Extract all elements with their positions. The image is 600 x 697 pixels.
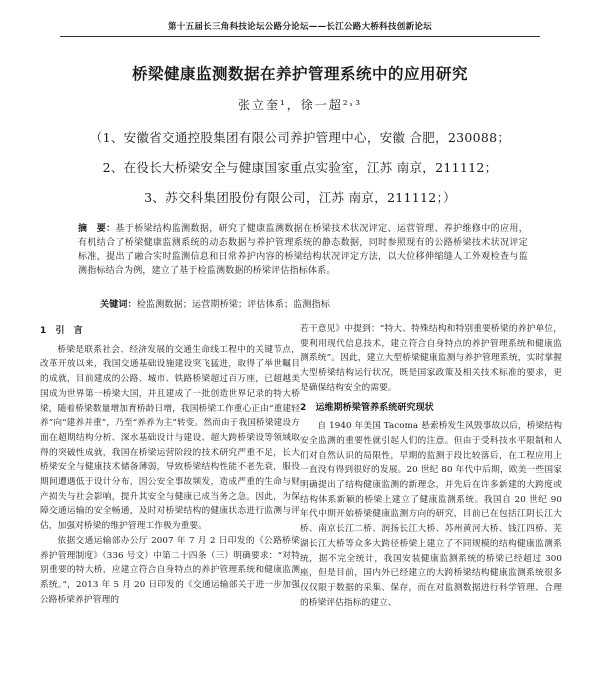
paper-title: 桥梁健康监测数据在养护管理系统中的应用研究	[131, 65, 468, 83]
running-head: 第十五届长三角科技论坛公路分论坛——长江公路大桥科技创新论坛	[60, 20, 540, 37]
paragraph: 自 1940 年美国 Tacoma 悬索桥发生风毁事故以后，桥梁结构安全监测的重要性就引起人们的注意。但由于受科技水平限制和人们对自然认识的局限性，早期的监测于段比较落后，在工程应用上一直没有得到很好的发展。20 世纪 80 年代中后期，欧美一些国家明确提出了结构健康监测的新理念，并先后在许多新建的大跨度或结构体系新颖的桥梁上建立了健康监测系统。我国自 20 世纪 90 年代中期开始桥梁健康监测方向的研究，目前已在包括江阴长江大桥、南京长江二桥、润扬长江大桥、苏州黄河大桥、钱江四桥、芜湖长江大桥等众多大跨径桥梁上建立了不同规模的结构健康监测系统，据不完全统计，我国安装健康监测系统的桥梁已经超过 300 座，但是目前，国内外已经建立的大跨桥梁结构健康监测系统很多仅仅限于数据的采集、保存，而在对监测数据进行科学管理、合理的桥梁评估指标的建立、	[300, 421, 562, 608]
keywords	[100, 297, 540, 310]
authors: 张立奎¹，徐一超²˒³	[237, 98, 363, 112]
left-column	[40, 322, 300, 607]
paragraph: 桥梁是联系社会、经济发展的交通生命线工程中的关键节点，改革开放以来，我国交通基础设施建设突飞猛进，取得了举世瞩目的成就，目前建成的公路、城市、铁路桥梁超过百万座，已超越美国成为世界第一桥梁大国，并且建成了一批创造世界记录的特大桥梁，随着桥梁数量增加育桥龄日增，我国桥梁工作重心正由“重建轻养”向“建养并重”，乃至“养养为主”转变。然而由于我国桥梁建设方面在超期结构分析、深水基础设计与建设、超大跨桥梁设等领域取得的突破性成就，我国在桥梁运营阶段的技术研究严重不足，长大桥梁安全与健康技术储备薄弱，导致桥梁结构性能不老先衰，服役期间遭遇低于设计分布，因公安全事故频发，造成严重的生命与财产损失与社会影响，提升其安全与健康已成当务之急。因此，为保障交通运输的安全畅通，及时对桥梁结构的健康状态进行监测与评估，加强对桥梁的维护管理工作极为重要。	[40, 344, 300, 532]
abstract	[78, 222, 528, 278]
section-heading-status: 2 运维期桥梁管养系统研究现状	[300, 402, 434, 413]
abstract-text: 基于桥梁结构监测数据，研究了健康监测数据在桥梁技术状况评定、运营管理、养护维修中的应用，有机结合了桥梁健康监测系统的动态数据与养护管理系统的静态数据，同时参照现有的公路桥梁技术状况评定标准，提出了融合实时监测信息和日常养护内容的桥梁结构状况评定方法，以大位移伸缩缝人工外观检查与监测指标结合为例，建立了基于检监测数据的桥梁评估指标体系。	[78, 224, 528, 276]
right-column	[300, 322, 562, 610]
paragraph: 依据交通运输部办公厅 2007 年 7 月 2 日印发的《公路桥梁养护管理制度》（336 号文）中第二十四条（三）明确要求：“对特别重要的特大桥，应建立符合自身特点的养护管理系统和健康监测系统。”，2013 年 5 月 20 日印发的《交通运输部关于进一步加强公路桥梁养护管理的	[40, 535, 300, 605]
keywords-text: 检监测数据；运营期桥梁；评估体系；监测指标	[136, 300, 331, 310]
affiliation-3: 3、苏交科集团股份有限公司，江苏 南京，211112；）	[144, 190, 456, 205]
keywords-label: 关键词：	[100, 300, 137, 310]
paragraph: 若干意见》中提到：“特大、特殊结构和特别重要桥梁的养护单位，要利用现代信息技术，建立符合自身特点的养护管理系统和健康监测系统”。因此，建立大型桥梁健康监测与养护管理系统，实时掌握大型桥梁结构运行状况，既是国家政策及相关技术标准的要求，更是确保结构安全的需要。	[300, 324, 562, 393]
affiliation-1: （1、安徽省交通控股集团有限公司养护管理中心，安徽 合肥，230088；	[89, 130, 511, 145]
affiliation-2: 2、在役长大桥梁安全与健康国家重点实验室，江苏 南京，211112；	[102, 160, 498, 175]
abstract-label: 摘 要：	[78, 224, 116, 234]
section-heading-intro: 1 引 言	[40, 326, 83, 336]
